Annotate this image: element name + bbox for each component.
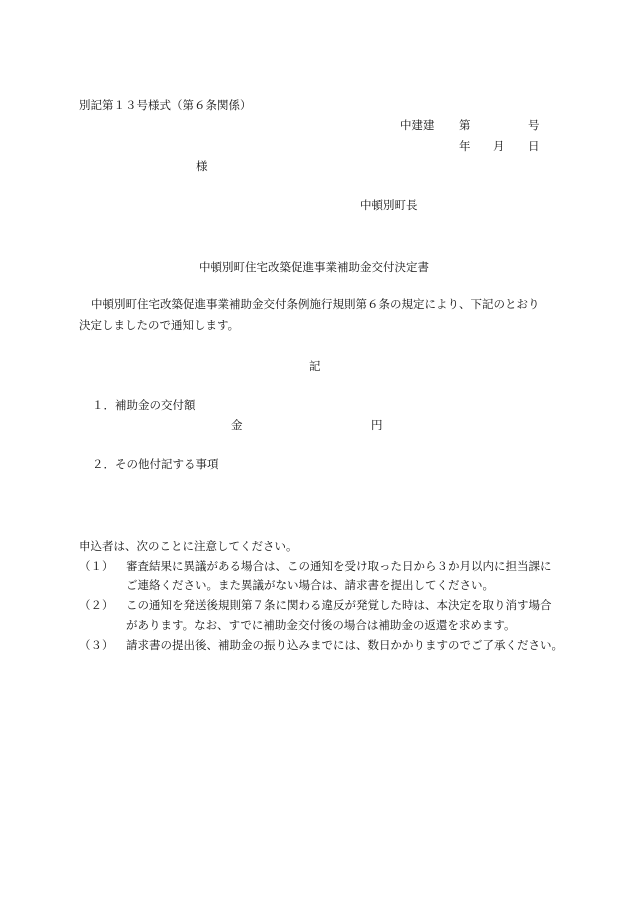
- office-code: 中建建: [400, 118, 435, 132]
- document-number-prefix: 第: [459, 118, 471, 132]
- note-2-line-2: があります。なお、すでに補助金交付後の場合は補助金の返還を求めます。: [126, 618, 516, 632]
- note-2-number: （２）: [79, 598, 114, 612]
- item-1-label: １．補助金の交付額: [92, 398, 196, 412]
- ki-heading: 記: [309, 359, 321, 373]
- amount-prefix: 金: [231, 418, 243, 432]
- form-label: 別記第１３号様式（第６条関係）: [79, 98, 252, 112]
- note-1-number: （１）: [79, 559, 114, 573]
- addressee-suffix: 様: [196, 159, 208, 173]
- note-3-line-1: 請求書の提出後、補助金の振り込みまでには、数日かかりますのでご了承ください。: [126, 638, 563, 652]
- issuer: 中頓別町長: [360, 198, 418, 212]
- note-2-line-1: この通知を発送後規則第７条に関わる違反が発覚した時は、本決定を取り消す場合: [126, 598, 552, 612]
- date-month: 月: [493, 139, 505, 153]
- note-3-number: （３）: [79, 638, 114, 652]
- body-line-1: 中頓別町住宅改築促進事業補助金交付条例施行規則第６条の規定により、下記のとおり: [91, 297, 540, 311]
- note-1-line-2: ご連絡ください。また異議がない場合は、請求書を提出してください。: [126, 578, 494, 592]
- note-1-line-1: 審査結果に異議がある場合は、この通知を受け取った日から３か月以内に担当課に: [126, 559, 552, 573]
- document-title: 中頓別町住宅改築促進事業補助金交付決定書: [199, 260, 429, 274]
- body-line-2: 決定しましたので通知します。: [79, 318, 240, 332]
- item-2-label: ２．その他付記する事項: [92, 457, 219, 471]
- amount-suffix: 円: [371, 418, 383, 432]
- date-day: 日: [528, 139, 540, 153]
- notes-intro: 申込者は、次のことに注意してください。: [79, 539, 298, 553]
- document-number-suffix: 号: [528, 118, 540, 132]
- date-year: 年: [459, 139, 471, 153]
